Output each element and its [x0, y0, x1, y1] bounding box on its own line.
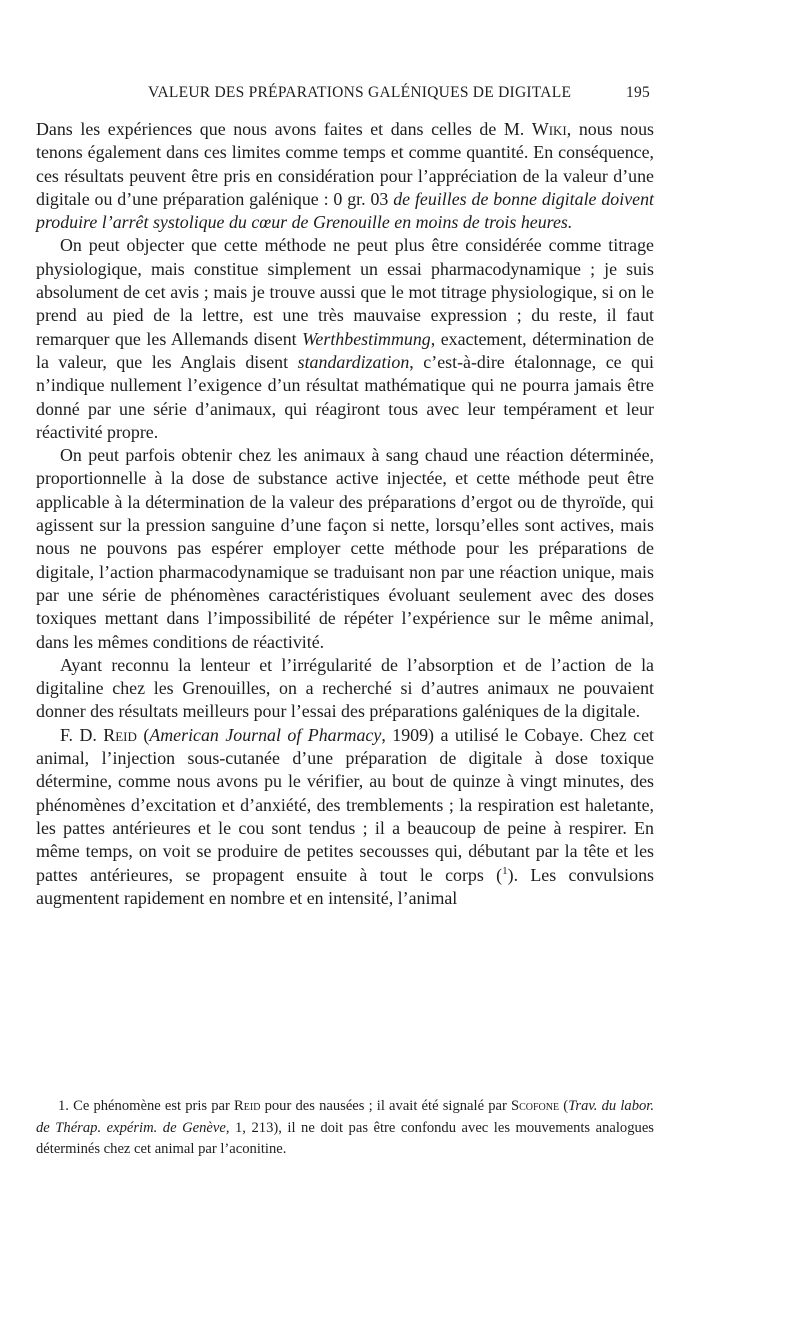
small-caps-name: Scofone — [510, 1098, 560, 1114]
text-run: On peut objecter que cette méthode ne peut plus être considérée comme titrage physiologique, mais constitue simplement un essai pharmacodynamique ; je suis absolument de cet avis ; mais je trouve aussi que le mot titrage physiologique, si on le prend au pied de la lettre, est une très mauvaise expression ; du reste, il faut remarquer que les Allemands disent — [36, 235, 654, 349]
text-run: , 1909) a utilisé le Cobaye. Chez cet animal, l’injection sous-cutanée d’une préparation de digitale à dose toxique détermine, comme nous avons pu le vérifier, au bout de quinze à vingt minutes, des phénomènes d’excitation et d’anxiété, des tremblements ; la respiration est haletante, les pattes antérieures et le cou sont tendus ; il a beaucoup de peine à respirer. En même temps, on voit se produire de petites secousses qui, débutant par la tête et les pattes antérieures, se propagent ensuite à tout le corps ( — [36, 724, 655, 885]
paragraph — [36, 724, 654, 910]
paragraph — [36, 654, 654, 724]
body-text — [36, 118, 654, 910]
italic-run: Trav. du labor. de Thérap. expérim. de Genève — [36, 1098, 654, 1136]
footnotes — [36, 1096, 654, 1161]
footnote — [36, 1096, 654, 1161]
italic-run: Werthbestimmung — [302, 328, 431, 349]
running-header — [148, 84, 650, 106]
text-run: , exactement, détermination de la valeur, que les Anglais disent — [36, 328, 654, 372]
small-caps-name: Reid — [103, 724, 137, 745]
small-caps-name: Reid — [234, 1098, 261, 1114]
text-run: Ayant reconnu la lenteur et l’irrégularité de l’absorption et de l’action de la digitaline chez les Grenouilles, on a recherché si d’autres animaux ne pouvaient donner des résultats meilleurs pour l’essai des préparations galéniques de la digitale. — [36, 654, 654, 722]
italic-run: standardization — [297, 351, 410, 372]
paragraph — [36, 234, 654, 444]
footnote-ref: 1 — [502, 864, 508, 877]
text-run: Dans les expériences que nous avons faites et dans celles de M. — [36, 119, 532, 139]
paragraph — [36, 118, 654, 234]
text-run: ). Les convulsions augmentent rapidement en nombre et en intensité, l’animal — [36, 864, 654, 908]
text-run: , 1, 213), il ne doit pas être confondu avec les mouvements analogues déterminés chez cet animal par l’aconitine. — [36, 1119, 654, 1158]
text-run: , nous nous tenons également dans ces limites comme temps et comme quantité. En conséquence, ces résultats peuvent être pris en considération pour l’appréciation de la valeur d’une digitale ou d’une préparation galénique : 0 gr. 03 — [36, 119, 654, 209]
running-title: VALEUR DES PRÉPARATIONS GALÉNIQUES DE DIGITALE — [148, 84, 572, 101]
italic-run: de feuilles de bonne digitale doivent produire l’arrêt systolique du cœur de Grenouille en moins de trois heures. — [36, 188, 654, 233]
text-run: ( — [559, 1098, 569, 1114]
text-run: ( — [136, 724, 150, 745]
page-number: 195 — [626, 84, 650, 101]
text-run: F. D. — [60, 724, 104, 745]
text-run: On peut parfois obtenir chez les animaux à sang chaud une réaction déterminée, proportionnelle à la dose de substance active injectée, et cette méthode peut être applicable à la détermination de la valeur des préparations d’ergot ou de thyroïde, qui agissent sur la pression sanguine d’une façon si nette, lorsqu’elles sont actives, mais nous ne pouvons pas espérer employer cette méthode pour les préparations de digitale, l’action pharmacodynamique se traduisant non par une réaction unique, mais par une série de phénomènes caractéristiques évoluant seulement avec des doses toxiques mettant dans l’impossibilité de répéter l’expérience sur le même animal, dans les mêmes conditions de réactivité. — [36, 445, 654, 652]
text-run: , c’est-à-dire étalonnage, ce qui n’indique nullement l’exigence d’un résultat mathématique qui ne pourra jamais être donné par une série d’animaux, qui réagiront tous avec leur tempérament et leur réactivité propre. — [36, 351, 655, 442]
text-run: pour des nausées ; il avait été signalé par — [260, 1098, 511, 1114]
paragraph — [36, 444, 654, 654]
italic-run: American Journal of Pharmacy — [149, 724, 382, 745]
text-run: 1. Ce phénomène est pris par — [58, 1098, 235, 1114]
small-caps-name: Wiki — [531, 119, 567, 139]
